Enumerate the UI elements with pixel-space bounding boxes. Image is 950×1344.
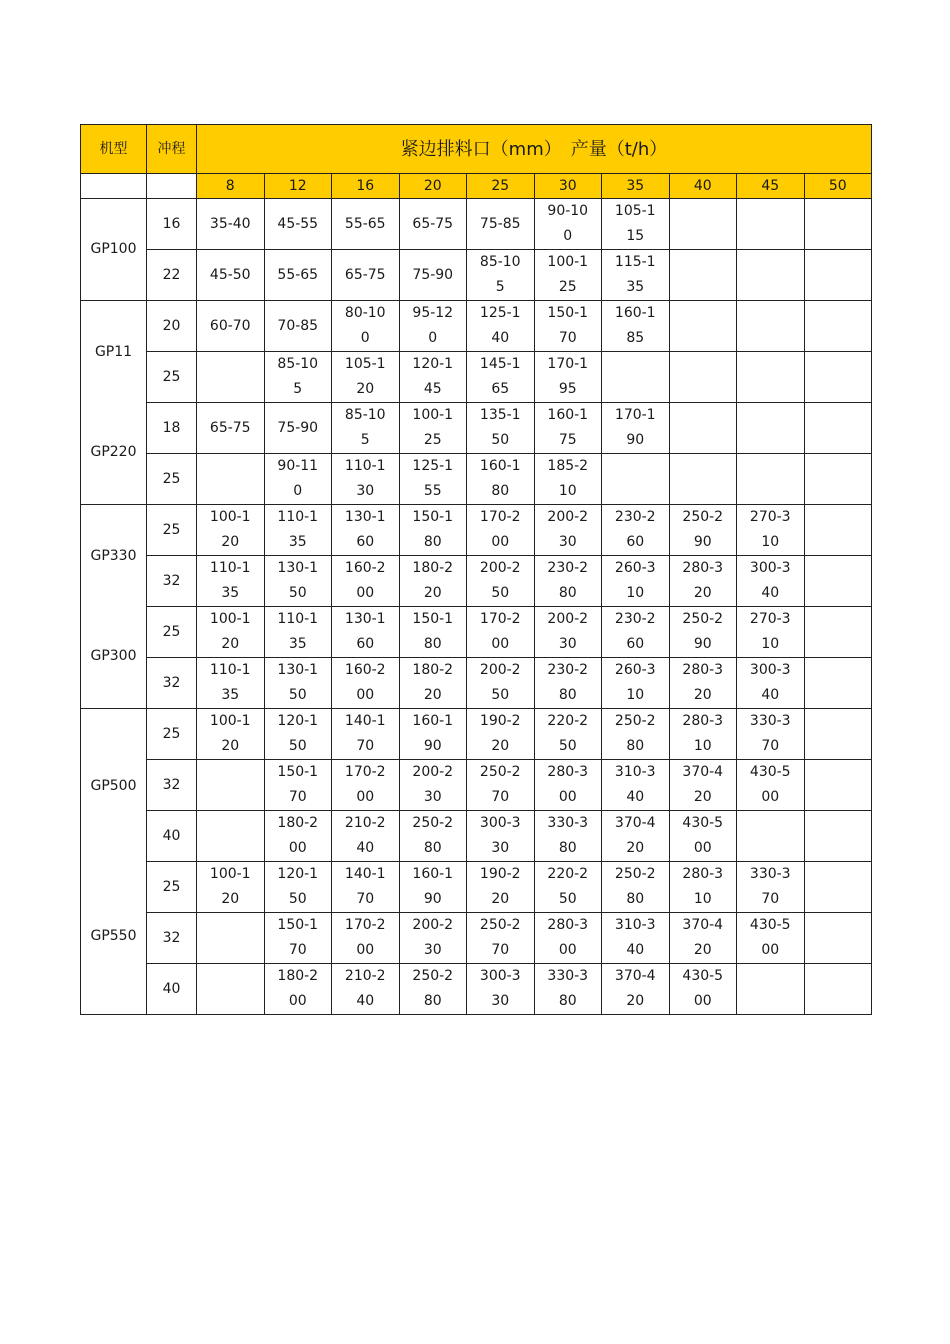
capacity-cell: 120-150 <box>264 709 332 760</box>
capacity-cell: 35-40 <box>197 199 265 250</box>
capacity-cell: 150-170 <box>534 301 602 352</box>
capacity-cell <box>737 250 805 301</box>
blank-cell <box>147 174 197 199</box>
capacity-cell: 120-145 <box>399 352 467 403</box>
table-row <box>81 505 872 556</box>
capacity-cell: 280-320 <box>669 658 737 709</box>
capacity-cell: 260-310 <box>602 556 670 607</box>
capacity-cell: 200-230 <box>399 760 467 811</box>
table-title: 紧边排料口（mm） 产量（t/h） <box>197 125 872 174</box>
table-row <box>81 658 872 709</box>
table-row <box>81 862 872 913</box>
capacity-cell: 430-500 <box>669 964 737 1015</box>
stroke-cell: 32 <box>147 658 197 709</box>
capacity-cell <box>197 964 265 1015</box>
capacity-cell: 330-370 <box>737 709 805 760</box>
capacity-cell: 190-220 <box>467 862 535 913</box>
table-row <box>81 556 872 607</box>
table-row <box>81 403 872 454</box>
capacity-cell <box>669 352 737 403</box>
capacity-cell <box>737 199 805 250</box>
aperture-header-35: 35 <box>602 174 670 199</box>
capacity-cell: 250-270 <box>467 760 535 811</box>
capacity-cell: 130-150 <box>264 556 332 607</box>
capacity-cell: 200-230 <box>534 607 602 658</box>
capacity-cell: 45-55 <box>264 199 332 250</box>
table-row <box>81 301 872 352</box>
stroke-cell: 25 <box>147 862 197 913</box>
capacity-cell: 150-180 <box>399 505 467 556</box>
capacity-cell <box>804 199 872 250</box>
stroke-cell: 25 <box>147 352 197 403</box>
capacity-cell <box>804 454 872 505</box>
capacity-cell: 280-300 <box>534 760 602 811</box>
capacity-cell: 280-310 <box>669 709 737 760</box>
table-row <box>81 811 872 862</box>
capacity-cell: 310-340 <box>602 760 670 811</box>
capacity-cell: 130-150 <box>264 658 332 709</box>
capacity-cell: 75-85 <box>467 199 535 250</box>
table-row <box>81 709 872 760</box>
capacity-cell: 65-75 <box>399 199 467 250</box>
capacity-cell: 200-250 <box>467 658 535 709</box>
capacity-cell: 210-240 <box>332 811 400 862</box>
capacity-cell <box>804 811 872 862</box>
capacity-cell: 160-180 <box>467 454 535 505</box>
capacity-cell: 105-120 <box>332 352 400 403</box>
stroke-cell: 32 <box>147 913 197 964</box>
capacity-cell: 180-200 <box>264 964 332 1015</box>
table-row <box>81 250 872 301</box>
capacity-cell: 270-310 <box>737 607 805 658</box>
model-cell <box>81 199 147 301</box>
capacity-cell: 105-115 <box>602 199 670 250</box>
capacity-cell: 160-200 <box>332 556 400 607</box>
capacity-cell: 110-135 <box>197 556 265 607</box>
table-row <box>81 199 872 250</box>
capacity-cell: 230-260 <box>602 607 670 658</box>
capacity-cell: 370-420 <box>669 760 737 811</box>
capacity-cell: 100-120 <box>197 709 265 760</box>
table-row <box>81 760 872 811</box>
capacity-cell: 160-190 <box>399 862 467 913</box>
capacity-cell: 270-310 <box>737 505 805 556</box>
capacity-cell: 210-240 <box>332 964 400 1015</box>
capacity-cell: 125-155 <box>399 454 467 505</box>
capacity-cell: 75-90 <box>399 250 467 301</box>
stroke-header: 冲程 <box>147 125 197 174</box>
capacity-cell: 180-220 <box>399 658 467 709</box>
model-name: GP330 <box>90 548 137 564</box>
capacity-cell: 250-280 <box>399 964 467 1015</box>
header-row <box>81 125 872 174</box>
capacity-cell: 170-200 <box>332 760 400 811</box>
table-row <box>81 454 872 505</box>
capacity-cell: 170-200 <box>467 505 535 556</box>
capacity-cell: 130-160 <box>332 607 400 658</box>
capacity-cell: 370-420 <box>602 964 670 1015</box>
table-row <box>81 607 872 658</box>
stroke-cell: 18 <box>147 403 197 454</box>
capacity-cell: 430-500 <box>737 913 805 964</box>
capacity-cell: 90-110 <box>264 454 332 505</box>
table-row <box>81 352 872 403</box>
capacity-cell: 250-290 <box>669 505 737 556</box>
capacity-cell: 430-500 <box>669 811 737 862</box>
model-name: GP500 <box>90 778 137 794</box>
model-name: GP550 <box>90 928 137 944</box>
model-header: 机型 <box>81 125 147 174</box>
capacity-cell: 160-185 <box>602 301 670 352</box>
aperture-header-row <box>81 174 872 199</box>
capacity-cell <box>197 760 265 811</box>
capacity-cell: 85-105 <box>467 250 535 301</box>
stroke-cell: 22 <box>147 250 197 301</box>
capacity-cell: 100-125 <box>399 403 467 454</box>
stroke-cell: 25 <box>147 607 197 658</box>
aperture-header-25: 25 <box>467 174 535 199</box>
aperture-header-50: 50 <box>804 174 872 199</box>
capacity-cell: 180-200 <box>264 811 332 862</box>
capacity-cell: 190-220 <box>467 709 535 760</box>
capacity-cell <box>669 403 737 454</box>
capacity-cell <box>737 454 805 505</box>
capacity-cell: 45-50 <box>197 250 265 301</box>
capacity-cell: 150-180 <box>399 607 467 658</box>
capacity-cell: 170-195 <box>534 352 602 403</box>
capacity-cell: 250-280 <box>399 811 467 862</box>
aperture-header-30: 30 <box>534 174 602 199</box>
capacity-cell <box>804 862 872 913</box>
capacity-cell <box>804 505 872 556</box>
table-row <box>81 964 872 1015</box>
capacity-cell <box>197 811 265 862</box>
capacity-cell: 160-175 <box>534 403 602 454</box>
capacity-cell: 200-230 <box>399 913 467 964</box>
capacity-cell <box>197 913 265 964</box>
capacity-cell <box>804 760 872 811</box>
capacity-cell: 110-130 <box>332 454 400 505</box>
capacity-cell: 130-160 <box>332 505 400 556</box>
aperture-header-8: 8 <box>197 174 265 199</box>
stroke-cell: 40 <box>147 811 197 862</box>
stroke-cell: 25 <box>147 454 197 505</box>
capacity-cell: 55-65 <box>332 199 400 250</box>
blank-cell <box>81 174 147 199</box>
capacity-cell <box>804 352 872 403</box>
capacity-cell: 170-200 <box>467 607 535 658</box>
capacity-cell <box>804 913 872 964</box>
capacity-cell <box>602 454 670 505</box>
capacity-cell <box>737 301 805 352</box>
model-cell <box>81 709 147 1015</box>
capacity-cell: 110-135 <box>264 607 332 658</box>
capacity-cell: 80-100 <box>332 301 400 352</box>
capacity-cell: 135-150 <box>467 403 535 454</box>
capacity-cell <box>669 250 737 301</box>
capacity-cell: 100-120 <box>197 505 265 556</box>
capacity-cell: 250-280 <box>602 862 670 913</box>
capacity-cell: 160-190 <box>399 709 467 760</box>
capacity-cell <box>804 250 872 301</box>
capacity-cell: 120-150 <box>264 862 332 913</box>
capacity-table <box>80 124 872 1015</box>
capacity-cell: 300-330 <box>467 811 535 862</box>
capacity-cell: 145-165 <box>467 352 535 403</box>
capacity-cell: 140-170 <box>332 862 400 913</box>
capacity-cell: 125-140 <box>467 301 535 352</box>
capacity-cell: 75-90 <box>264 403 332 454</box>
capacity-cell <box>804 403 872 454</box>
capacity-cell: 200-250 <box>467 556 535 607</box>
capacity-cell: 95-120 <box>399 301 467 352</box>
capacity-cell <box>197 454 265 505</box>
capacity-cell: 115-135 <box>602 250 670 301</box>
capacity-cell <box>804 301 872 352</box>
aperture-header-20: 20 <box>399 174 467 199</box>
capacity-cell <box>669 199 737 250</box>
capacity-cell: 65-75 <box>332 250 400 301</box>
capacity-cell: 110-135 <box>197 658 265 709</box>
capacity-cell: 250-280 <box>602 709 670 760</box>
capacity-cell <box>804 709 872 760</box>
capacity-cell: 260-310 <box>602 658 670 709</box>
model-cell <box>81 505 147 709</box>
capacity-cell <box>804 964 872 1015</box>
capacity-cell: 170-190 <box>602 403 670 454</box>
capacity-cell: 70-85 <box>264 301 332 352</box>
capacity-cell: 110-135 <box>264 505 332 556</box>
capacity-cell: 230-280 <box>534 658 602 709</box>
stroke-cell: 25 <box>147 709 197 760</box>
capacity-cell: 60-70 <box>197 301 265 352</box>
capacity-cell: 65-75 <box>197 403 265 454</box>
capacity-cell: 90-100 <box>534 199 602 250</box>
capacity-cell <box>737 964 805 1015</box>
capacity-cell: 300-340 <box>737 658 805 709</box>
capacity-cell: 280-320 <box>669 556 737 607</box>
capacity-cell: 330-380 <box>534 811 602 862</box>
table-row <box>81 913 872 964</box>
stroke-cell: 32 <box>147 556 197 607</box>
aperture-header-40: 40 <box>669 174 737 199</box>
stroke-cell: 32 <box>147 760 197 811</box>
capacity-cell <box>669 301 737 352</box>
stroke-cell: 16 <box>147 199 197 250</box>
model-cell <box>81 301 147 505</box>
capacity-cell: 150-170 <box>264 760 332 811</box>
model-name: GP220 <box>90 444 137 460</box>
capacity-cell <box>804 607 872 658</box>
capacity-cell: 180-220 <box>399 556 467 607</box>
capacity-cell: 300-340 <box>737 556 805 607</box>
capacity-cell: 310-340 <box>602 913 670 964</box>
stroke-cell: 20 <box>147 301 197 352</box>
capacity-cell: 170-200 <box>332 913 400 964</box>
capacity-cell <box>602 352 670 403</box>
stroke-cell: 40 <box>147 964 197 1015</box>
capacity-cell <box>669 454 737 505</box>
capacity-cell: 250-290 <box>669 607 737 658</box>
aperture-header-16: 16 <box>332 174 400 199</box>
capacity-cell <box>737 403 805 454</box>
capacity-cell: 85-105 <box>264 352 332 403</box>
stroke-cell: 25 <box>147 505 197 556</box>
capacity-cell: 220-250 <box>534 862 602 913</box>
capacity-cell: 150-170 <box>264 913 332 964</box>
aperture-header-45: 45 <box>737 174 805 199</box>
capacity-cell <box>804 658 872 709</box>
capacity-cell: 100-120 <box>197 607 265 658</box>
capacity-cell: 200-230 <box>534 505 602 556</box>
capacity-cell: 230-260 <box>602 505 670 556</box>
capacity-cell: 85-105 <box>332 403 400 454</box>
capacity-cell: 330-370 <box>737 862 805 913</box>
capacity-cell: 55-65 <box>264 250 332 301</box>
capacity-cell: 100-125 <box>534 250 602 301</box>
capacity-cell: 370-420 <box>602 811 670 862</box>
capacity-cell: 370-420 <box>669 913 737 964</box>
capacity-cell <box>804 556 872 607</box>
capacity-cell: 250-270 <box>467 913 535 964</box>
capacity-cell: 160-200 <box>332 658 400 709</box>
capacity-cell: 430-500 <box>737 760 805 811</box>
capacity-cell: 140-170 <box>332 709 400 760</box>
capacity-cell: 100-120 <box>197 862 265 913</box>
capacity-cell: 300-330 <box>467 964 535 1015</box>
model-name: GP300 <box>90 648 137 664</box>
capacity-cell <box>197 352 265 403</box>
capacity-cell <box>737 811 805 862</box>
capacity-cell: 280-300 <box>534 913 602 964</box>
capacity-cell <box>737 352 805 403</box>
model-name: GP11 <box>94 344 133 360</box>
capacity-cell: 230-280 <box>534 556 602 607</box>
capacity-cell: 280-310 <box>669 862 737 913</box>
model-name: GP100 <box>90 241 137 257</box>
aperture-header-12: 12 <box>264 174 332 199</box>
capacity-cell: 185-210 <box>534 454 602 505</box>
capacity-cell: 220-250 <box>534 709 602 760</box>
capacity-cell: 330-380 <box>534 964 602 1015</box>
